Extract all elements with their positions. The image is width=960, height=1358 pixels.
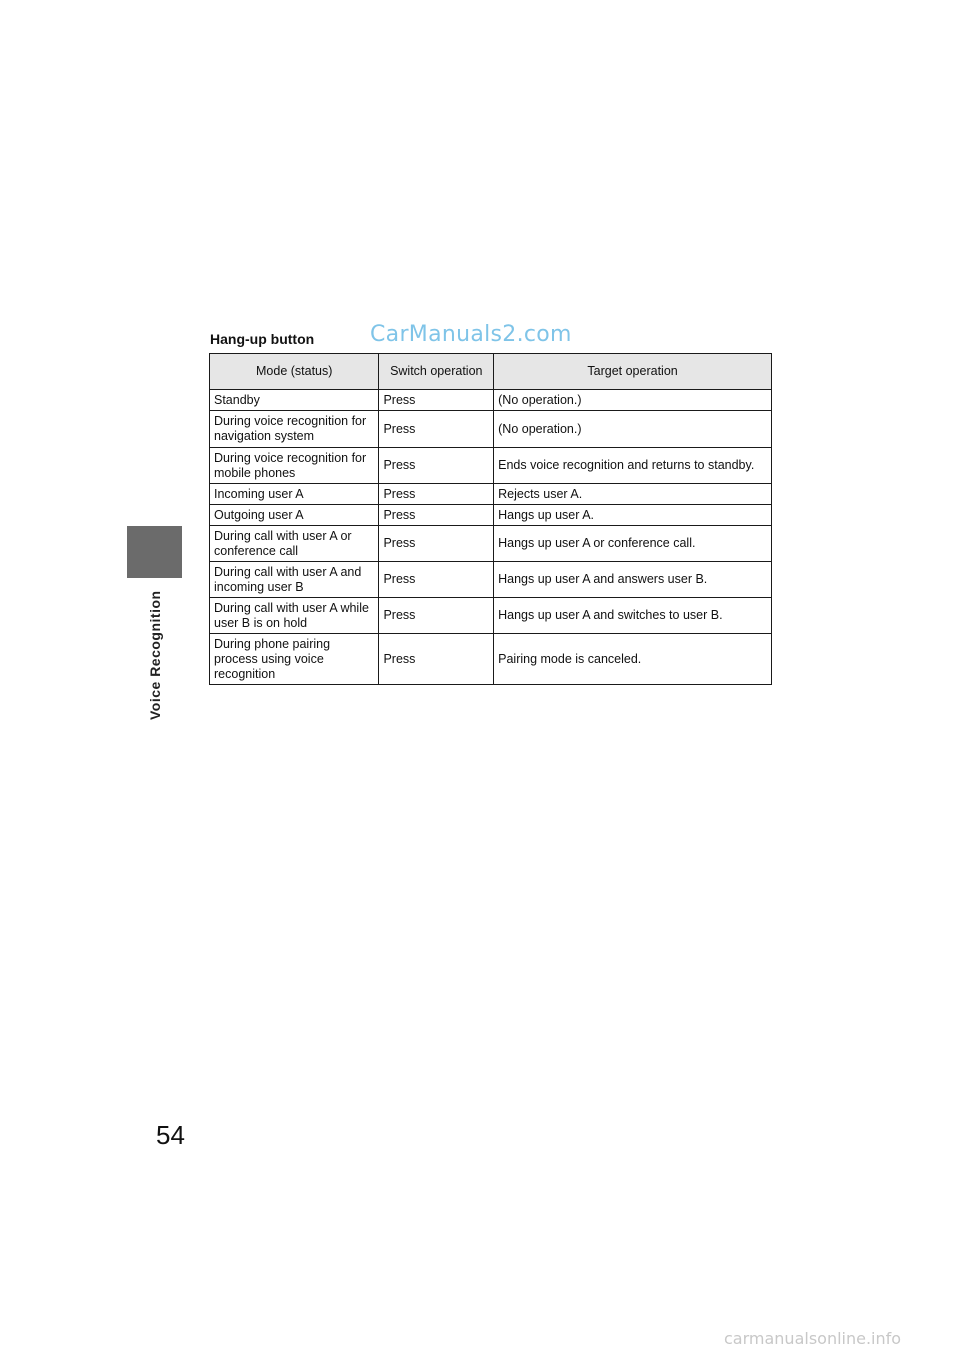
cell-switch: Press: [379, 484, 494, 505]
cell-mode: Standby: [210, 390, 379, 411]
table-row: [210, 411, 772, 448]
table-row: [210, 505, 772, 526]
watermark-bottom: carmanualsonline.info: [724, 1329, 902, 1348]
hang-up-button-table: [209, 353, 772, 685]
section-tab-marker: [127, 526, 182, 578]
cell-switch: Press: [379, 411, 494, 448]
cell-target: Pairing mode is canceled.: [494, 634, 772, 685]
table-row: [210, 634, 772, 685]
cell-switch: Press: [379, 526, 494, 562]
cell-target: Hangs up user A or conference call.: [494, 526, 772, 562]
cell-target: Hangs up user A.: [494, 505, 772, 526]
cell-mode: During phone pairing process using voice recognition: [210, 634, 379, 685]
cell-target: (No operation.): [494, 411, 772, 448]
cell-switch: Press: [379, 390, 494, 411]
page-number: 54: [156, 1120, 185, 1150]
section-title: Hang-up button: [210, 331, 315, 347]
cell-switch: Press: [379, 562, 494, 598]
cell-mode: During voice recognition for mobile phones: [210, 448, 379, 484]
cell-switch: Press: [379, 598, 494, 634]
section-label: Voice Recognition: [147, 590, 163, 720]
cell-switch: Press: [379, 505, 494, 526]
cell-mode: During call with user A or conference call: [210, 526, 379, 562]
cell-switch: Press: [379, 634, 494, 685]
header-target: Target operation: [494, 354, 772, 390]
table-row: [210, 598, 772, 634]
cell-mode: During call with user A while user B is on hold: [210, 598, 379, 634]
cell-target: (No operation.): [494, 390, 772, 411]
cell-target: Hangs up user A and answers user B.: [494, 562, 772, 598]
table-row: [210, 484, 772, 505]
cell-mode: Incoming user A: [210, 484, 379, 505]
cell-switch: Press: [379, 448, 494, 484]
table-row: [210, 448, 772, 484]
cell-target: Ends voice recognition and returns to standby.: [494, 448, 772, 484]
table-header-row: [210, 354, 772, 390]
table-row: [210, 526, 772, 562]
watermark-top: CarManuals2.com: [370, 322, 572, 347]
header-switch: Switch operation: [379, 354, 494, 390]
cell-mode: During voice recognition for navigation system: [210, 411, 379, 448]
table-row: [210, 390, 772, 411]
cell-mode: During call with user A and incoming user B: [210, 562, 379, 598]
cell-mode: Outgoing user A: [210, 505, 379, 526]
cell-target: Hangs up user A and switches to user B.: [494, 598, 772, 634]
table-row: [210, 562, 772, 598]
header-mode: Mode (status): [210, 354, 379, 390]
cell-target: Rejects user A.: [494, 484, 772, 505]
